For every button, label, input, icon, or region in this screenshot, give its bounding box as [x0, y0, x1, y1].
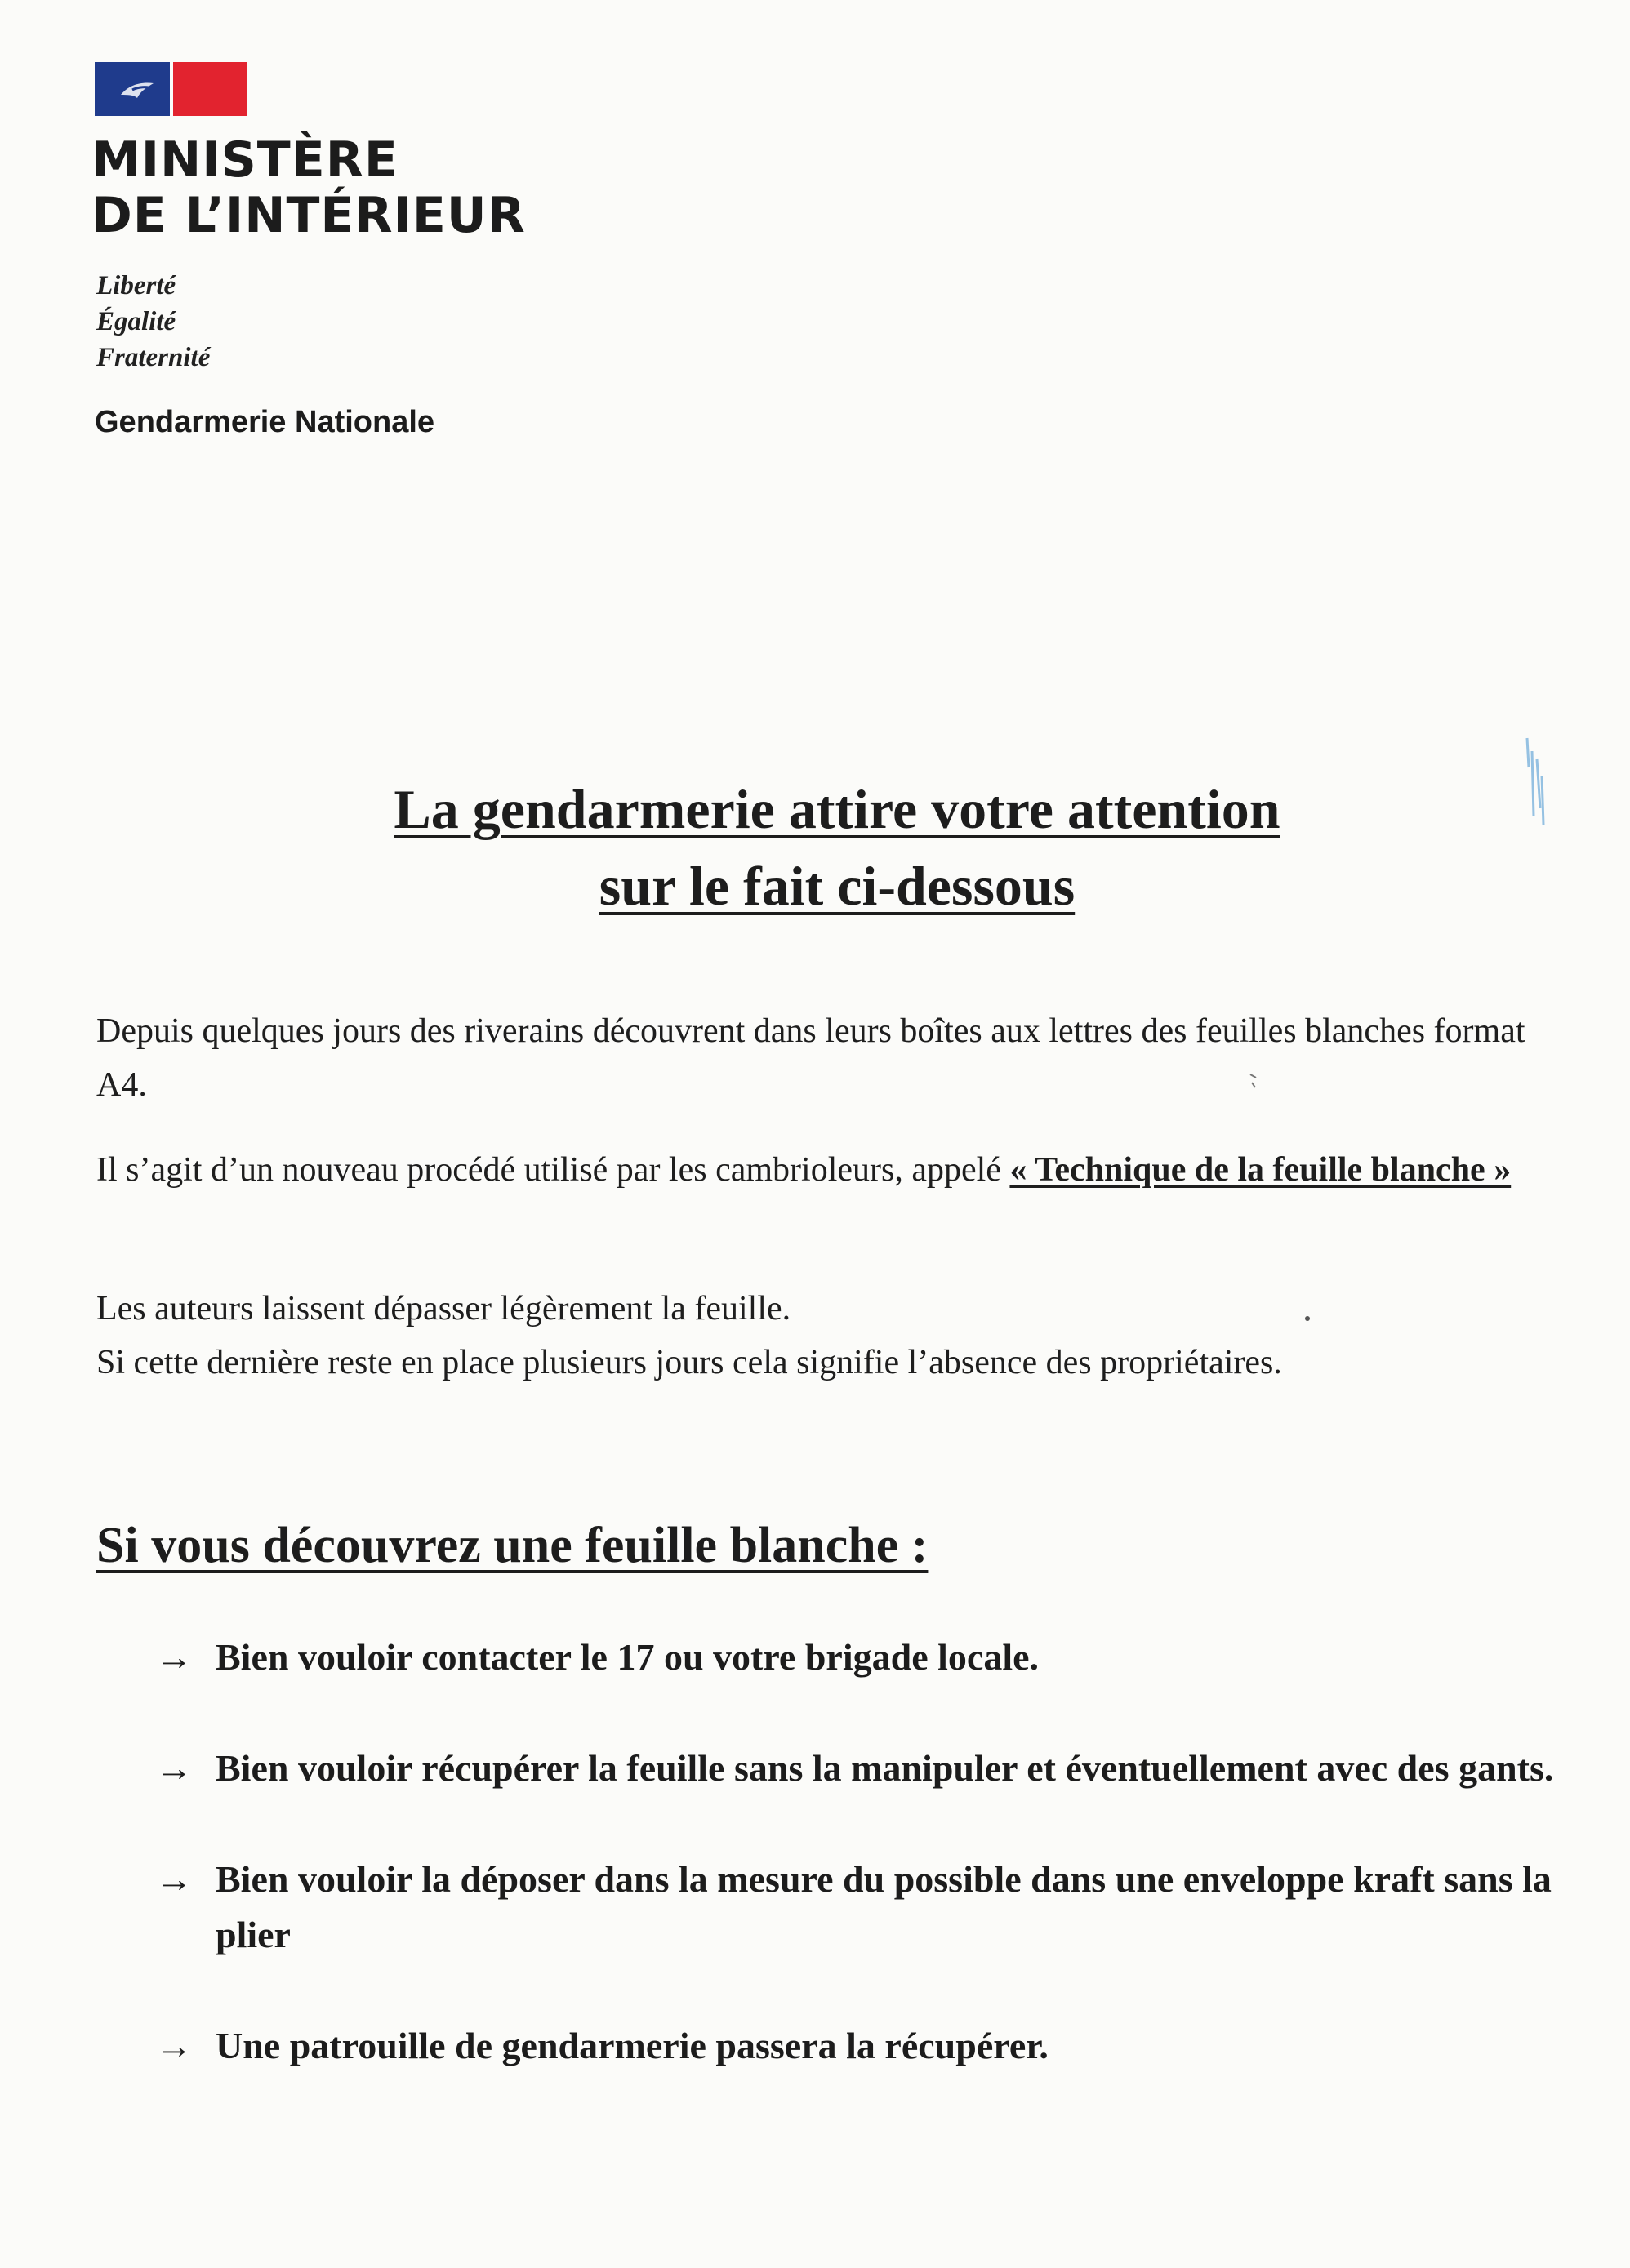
right-arrow-icon: →	[155, 1858, 193, 1900]
instruction-item	[155, 1630, 1576, 1685]
scan-dust-mark	[1248, 1071, 1259, 1091]
scan-dust-mark	[1303, 1314, 1312, 1323]
marianne-logo-icon	[95, 62, 247, 116]
title-text-1: La gendarmerie attire votre attention	[394, 778, 1280, 840]
motto-fraternite: Fraternité	[96, 343, 211, 372]
paragraph-discovery: Depuis quelques jours des riverains découvrent dans leurs boîtes aux lettres des feuilles blanches format A4.	[96, 1012, 1525, 1104]
ministry-line-1: MINISTÈRE	[91, 131, 399, 189]
technique-name: « Technique de la feuille blanche »	[1009, 1151, 1512, 1189]
right-arrow-icon: →	[155, 1747, 193, 1789]
instructions-list	[155, 1630, 1576, 2074]
scan-ink-mark	[1521, 735, 1550, 833]
instruction-item	[155, 1741, 1576, 1796]
notice-title-line-1	[0, 771, 1630, 847]
instruction-text: Une patrouille de gendarmerie passera la récupérer.	[216, 2025, 1049, 2066]
notice-title-line-2	[0, 847, 1630, 924]
instructions-heading: Si vous découvrez une feuille blanche :	[96, 1518, 929, 1573]
ministry-name	[91, 132, 526, 243]
instruction-item	[155, 1852, 1576, 1963]
instruction-text: Bien vouloir la déposer dans la mesure du possible dans une enveloppe kraft sans la plier	[216, 1858, 1552, 1955]
instruction-text: Bien vouloir récupérer la feuille sans la manipuler et éventuellement avec des gants.	[216, 1747, 1554, 1789]
instruction-item	[155, 2018, 1576, 2074]
paragraph-technique	[96, 1143, 1558, 1197]
title-text-2: sur le fait ci-dessous	[599, 855, 1076, 917]
motto-liberte: Liberté	[96, 271, 176, 300]
paragraph-explanation	[96, 1282, 1558, 1390]
right-arrow-icon: →	[155, 2025, 193, 2066]
republic-motto	[96, 268, 210, 376]
ministry-line-2: DE L’INTÉRIEUR	[91, 187, 526, 244]
instruction-text: Bien vouloir contacter le 17 ou votre brigade locale.	[216, 1636, 1040, 1678]
motto-egalite: Égalité	[96, 307, 176, 336]
explanation-line-1: Les auteurs laissent dépasser légèrement la feuille.	[96, 1290, 791, 1327]
explanation-line-2: Si cette dernière reste en place plusieurs jours cela signifie l’absence des propriétaires.	[96, 1344, 1282, 1381]
paragraph-technique-text: Il s’agit d’un nouveau procédé utilisé par les cambrioleurs, appelé	[96, 1151, 1010, 1189]
right-arrow-icon: →	[155, 1636, 193, 1678]
service-name: Gendarmerie Nationale	[95, 405, 435, 439]
